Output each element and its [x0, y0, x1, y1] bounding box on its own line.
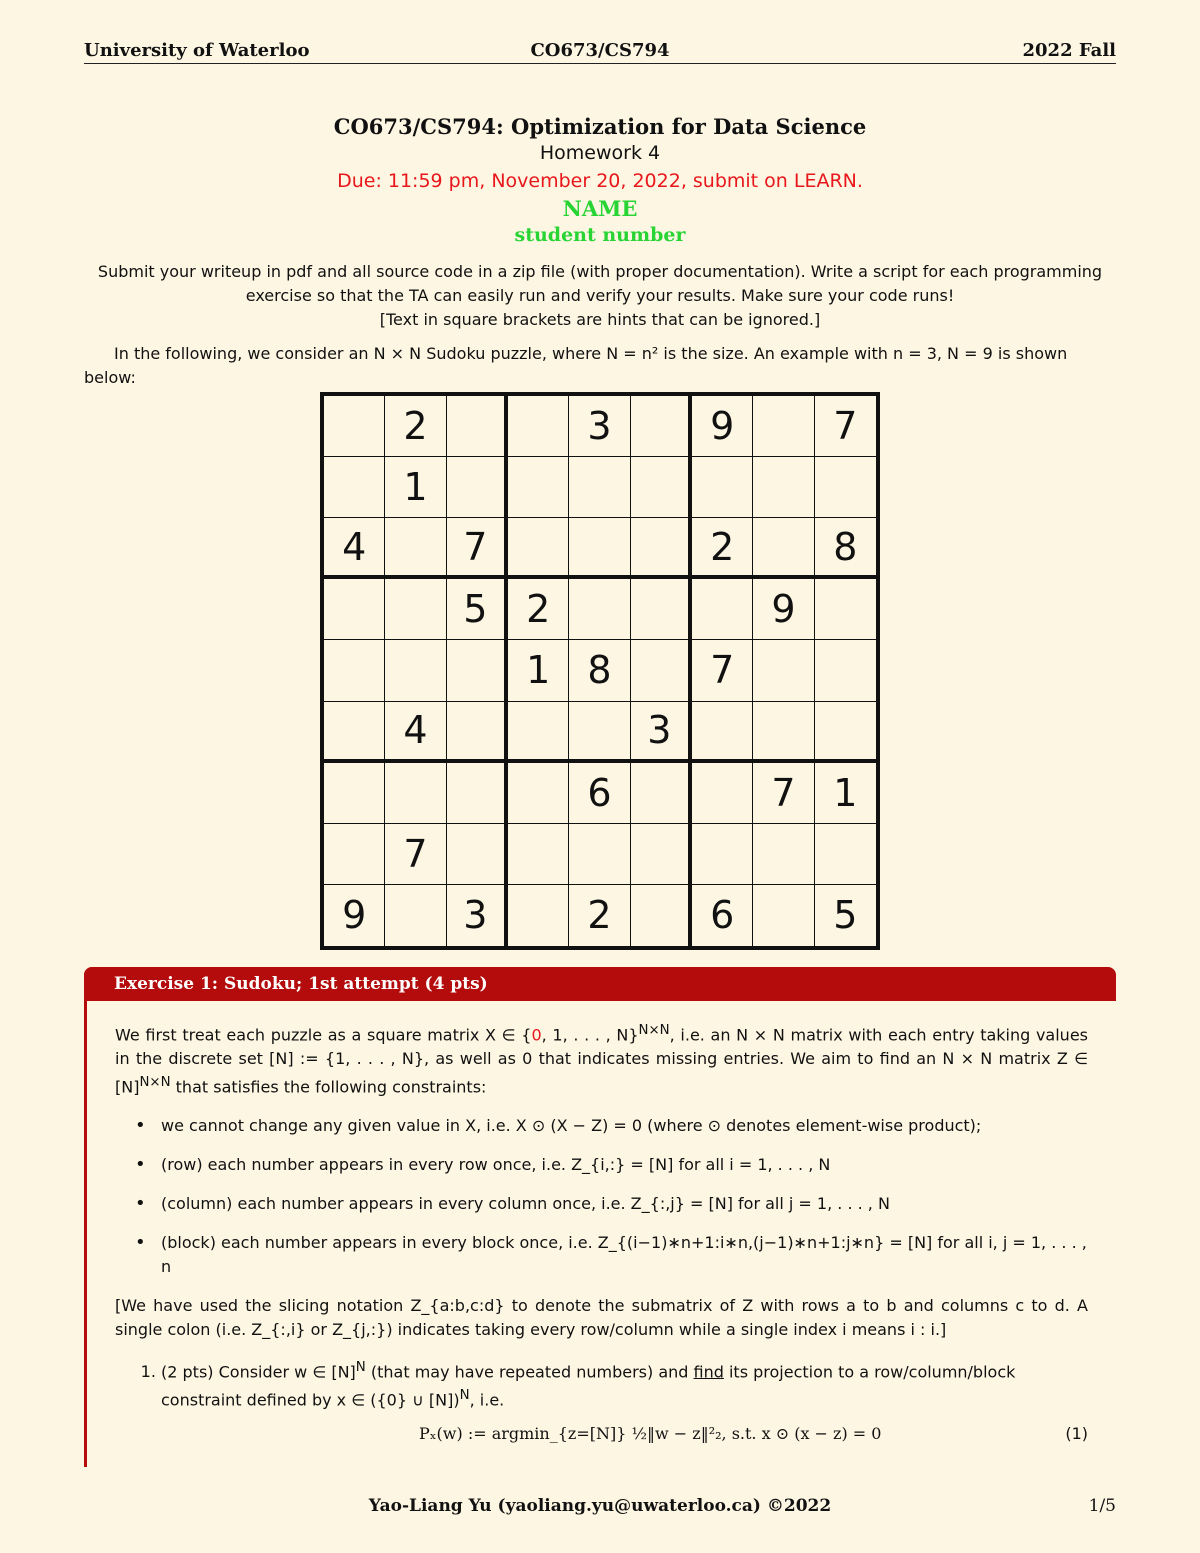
- sudoku-cell: [569, 518, 630, 579]
- sudoku-cell: [815, 824, 876, 885]
- sudoku-cell: [569, 457, 630, 518]
- sudoku-cell: 7: [447, 518, 508, 579]
- header-course: CO673/CS794: [530, 40, 670, 61]
- sudoku-cell: 1: [508, 640, 569, 701]
- sudoku-cell: [569, 702, 630, 763]
- sudoku-cell: [815, 702, 876, 763]
- sudoku-cell: 3: [569, 396, 630, 457]
- sudoku-cell: [447, 640, 508, 701]
- sudoku-cell: [324, 579, 385, 640]
- equation-number: (1): [1065, 1424, 1088, 1444]
- sudoku-cell: [692, 702, 753, 763]
- find-emphasis: find: [693, 1361, 724, 1381]
- sudoku-cell: 9: [692, 396, 753, 457]
- sudoku-cell: 6: [569, 763, 630, 824]
- sudoku-cell: [692, 579, 753, 640]
- sudoku-cell: [385, 579, 446, 640]
- sudoku-cell: 1: [385, 457, 446, 518]
- intro-instructions: Submit your writeup in pdf and all source code in a zip file (with proper documentation). Write a script for each programming exercise so that the TA can easily run and verify your results. Make sure your code runs!: [97, 262, 1103, 305]
- sudoku-cell: 2: [508, 579, 569, 640]
- sudoku-cell: [508, 396, 569, 457]
- sudoku-cell: [815, 579, 876, 640]
- sudoku-cell: [631, 457, 692, 518]
- sudoku-cell: [569, 824, 630, 885]
- exercise-box: [84, 967, 1116, 1467]
- sudoku-cell: [508, 518, 569, 579]
- constraint-item: • (row) each number appears in every row once, i.e. Z_{i,:} = [N] for all i = 1, . . . , N: [135, 1153, 1088, 1177]
- due-date: Due: 11:59 pm, November 20, 2022, submit on LEARN.: [337, 170, 863, 192]
- sudoku-cell: 5: [833, 893, 858, 938]
- sudoku-cell: [631, 885, 692, 946]
- sudoku-cell: [753, 396, 814, 457]
- sudoku-grid: [320, 392, 880, 950]
- sudoku-cell: [447, 763, 508, 824]
- sudoku-cell: [692, 763, 753, 824]
- sudoku-cell: [508, 702, 569, 763]
- sudoku-cell: 9: [753, 579, 814, 640]
- sudoku-cell: [753, 640, 814, 701]
- sudoku-cell: [385, 640, 446, 701]
- exercise-body: [115, 1019, 1088, 1462]
- sudoku-cell: 4: [324, 518, 385, 579]
- sudoku-cell: [447, 702, 508, 763]
- homework-label: Homework 4: [539, 142, 661, 164]
- exercise-heading: Exercise 1: Sudoku; 1st attempt (4 pts): [84, 967, 1116, 1001]
- question-item: 1. (2 pts) Consider w ∈ $[N]^N$ (that may have repeated numbers) and find its projection to a row/column/block constraint defined by x ∈ ({0} ∪ [N])$^N$, i.e. Pₓ(w) := argmin_{z=[N]} ½‖w − z‖²₂, s.t. x ⊙ (x − z) = 0 (1): [161, 1356, 1088, 1463]
- intro-block: [84, 260, 1116, 332]
- header-divider: [84, 63, 1116, 64]
- intro-hint-note: [Text in square brackets are hints that can be ignored.]: [379, 310, 821, 329]
- sudoku-cell: [324, 702, 385, 763]
- sudoku-cell: [508, 885, 569, 946]
- header-term: 2022 Fall: [1022, 40, 1116, 61]
- sudoku-cell: [631, 579, 692, 640]
- sudoku-cell: 7: [692, 640, 753, 701]
- constraint-item: • we cannot change any given value in X, i.e. X ⊙ (X − Z) = 0 (where ⊙ denotes element-wise product);: [135, 1114, 1088, 1138]
- sudoku-cell: 2: [569, 885, 630, 946]
- equation-body: Pₓ(w) := argmin_{z=[N]} ½‖w − z‖²₂, s.t. x ⊙ (x − z) = 0: [419, 1424, 882, 1444]
- sudoku-cell: [385, 518, 446, 579]
- sudoku-cell: 7: [753, 763, 814, 824]
- sudoku-cell: [753, 702, 814, 763]
- page-number: 1/5: [1088, 1496, 1116, 1516]
- constraint-item: • (block) each number appears in every block once, i.e. Z_{(i−1)∗n+1:i∗n,(j−1)∗n+1:j∗n} = [N] for all i, j = 1, . . . , n: [135, 1231, 1088, 1279]
- sudoku-cell: [324, 396, 385, 457]
- sudoku-cell: [508, 763, 569, 824]
- constraint-list: [115, 1114, 1088, 1279]
- sudoku-cell: [631, 518, 692, 579]
- exercise-paragraph: We first treat each puzzle as a square matrix X ∈ {0, 1, . . . , N}$^{N\times N}$, i.e. an N × N matrix with each entry taking values in the discrete set [N] := {1, . . . , N}, as well as 0 that indicates missing entries. We aim to find an N × N matrix Z ∈ $[N]^{N\times N}$ that satisfies the following constraints:: [115, 1023, 1089, 1097]
- sudoku-cell: [692, 457, 753, 518]
- sudoku-cell: 3: [447, 885, 508, 946]
- sudoku-cell: [753, 824, 814, 885]
- sudoku-cell: [385, 763, 446, 824]
- sudoku-cell: [508, 457, 569, 518]
- sudoku-cell: [631, 763, 692, 824]
- sudoku-cell: 4: [385, 702, 446, 763]
- sudoku-cell: 7: [385, 824, 446, 885]
- sudoku-cell: [447, 457, 508, 518]
- header-university: University of Waterloo: [84, 40, 310, 61]
- sudoku-cell: 2: [385, 396, 446, 457]
- footer-author: Yao-Liang Yu (yaoliang.yu@uwaterloo.ca) ©2022: [368, 1496, 832, 1516]
- sudoku-cell: [447, 824, 508, 885]
- sudoku-cell: [631, 640, 692, 701]
- puzzle-intro: In the following, we consider an N × N Sudoku puzzle, where N = n² is the size. An example with n = 3, N = 9 is shown below:: [84, 344, 1068, 387]
- sudoku-cell: [385, 885, 446, 946]
- page-header: [84, 40, 1116, 62]
- question-list: [115, 1356, 1088, 1463]
- sudoku-cell: [815, 640, 876, 701]
- sudoku-cell: [324, 457, 385, 518]
- equation: [161, 1422, 1088, 1462]
- sudoku-cell: [631, 824, 692, 885]
- constraint-item: • (column) each number appears in every column once, i.e. Z_{:,j} = [N] for all j = 1, . . . , N: [135, 1192, 1088, 1216]
- sudoku-cell: [692, 824, 753, 885]
- sudoku-cell: [569, 579, 630, 640]
- missing-entry-zero: 0: [531, 1025, 542, 1045]
- sudoku-cell: 6: [692, 885, 753, 946]
- sudoku-cell: 8: [815, 518, 876, 579]
- sudoku-cell: [815, 457, 876, 518]
- sudoku-cell: [753, 457, 814, 518]
- sudoku-cell: 3: [631, 702, 692, 763]
- name-placeholder: NAME: [562, 196, 638, 221]
- sudoku-cell: [324, 640, 385, 701]
- sudoku-cell: [753, 518, 814, 579]
- sudoku-cell: [324, 763, 385, 824]
- sudoku-cell: [447, 396, 508, 457]
- slicing-note: [We have used the slicing notation Z_{a:b,c:d} to denote the submatrix of Z with rows a to b and columns c to d. A single colon (i.e. Z_{:,i} or Z_{j,:}) indicates taking every row/column while a single index i means i : i.]: [115, 1295, 1088, 1339]
- sudoku-cell: [324, 824, 385, 885]
- sudoku-cell: 5: [447, 579, 508, 640]
- sudoku-cell: 8: [569, 640, 630, 701]
- page-title: CO673/CS794: Optimization for Data Science: [333, 114, 867, 139]
- sudoku-cell: 9: [324, 885, 385, 946]
- sudoku-cell: [753, 885, 814, 946]
- sudoku-cell: 7: [815, 396, 876, 457]
- student-number-placeholder: student number: [514, 224, 686, 246]
- sudoku-cell: [508, 824, 569, 885]
- sudoku-cell: [631, 396, 692, 457]
- sudoku-cell: 2: [692, 518, 753, 579]
- sudoku-cell: 1: [815, 763, 876, 824]
